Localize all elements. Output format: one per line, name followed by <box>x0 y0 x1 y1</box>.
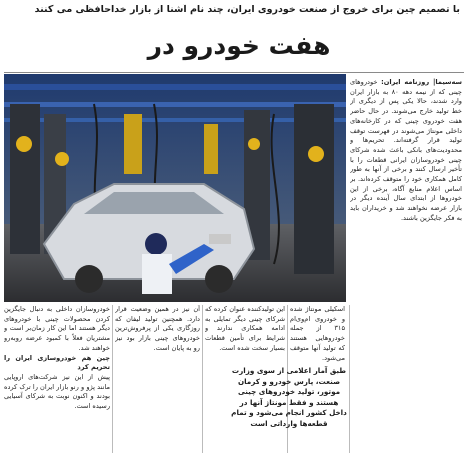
kicker-line: با تصمیم چین برای خروج از صنعت خودروی ایران، چند نام آشنا از بازار خداحافظی می کنند <box>34 4 460 15</box>
headline: هفت خودرو در <box>147 31 331 60</box>
column-2-text: این تولیدکننده عنوان کرده که شرکای چینی دیگر تمایلی به ادامه همکاری ندارند و شرایط برای تأمین قطعات بسیار سخت شده است. <box>205 305 285 352</box>
column-divider <box>349 305 350 453</box>
pull-quote: طبق آمار اعلامی از سوی وزارت صنعت، پارس خودرو و کرمان موتور، تولید خودروهای چینی هستند و فقط مونتاژ آنها در داخل کشور انجام می‌شود و تمام قطعه‌ها وارداتی است <box>231 366 347 428</box>
factory-photo <box>4 74 346 302</box>
column-3-text: آن نیز در همین وضعیت قرار دارد. همچنین تولید لیفان که روزگاری یکی از پرفروش‌ترین خودروهای چینی بازار بود نیز رو به پایان است. <box>115 305 200 352</box>
lead-label: سه‌سیما| روزنامه ایران: <box>381 78 462 86</box>
right-column-body: خودروهای چینی که از نیمه دهه ۸۰ به بازار ایران وارد شدند، حالا یکی پس از دیگری از خط تولید خارج می‌شوند. در حال حاضر هفت خودروی چینی که در کارخانه‌های داخلی مونتاژ می‌شوند در فهرست توقف تولید قرار گرفته‌اند. تحریم‌ها و محدودیت‌های بانکی باعث شده شرکای چینی خودروسازان ایرانی قطعات را با تأخیر ارسال کنند و برخی از آنها به طور کامل همکاری خود را متوقف کرده‌اند. بر اساس اعلام منابع آگاه، برخی از این خودروها از ابتدای سال آینده دیگر در بازار عرضه نخواهند شد و خریداران باید به فکر جایگزین باشند. <box>350 78 462 222</box>
column-4-text <box>4 305 110 453</box>
divider <box>4 72 464 73</box>
column-divider <box>202 305 203 453</box>
column-divider <box>112 305 113 453</box>
column-4-body: خودروسازان داخلی به دنبال جایگزین کردن محصولات چینی با خودروهای دیگر هستند اما این کار زمان‌بر است و مشتریان فعلاً با کمبود عرضه روبه‌رو خواهند شد. <box>4 305 110 352</box>
column-4-subheading: چین هم خودروسازی ایران را تحریم کرد <box>4 353 110 372</box>
right-column-text <box>350 78 462 452</box>
column-4-more: پیش از این نیز شرکت‌های اروپایی مانند پژو و رنو بازار ایران را ترک کرده بودند و اکنون نوبت به شرکای آسیایی رسیده است. <box>4 372 110 411</box>
column-1-text: اسکیلی مونتاژ شده و خودروی ام‌وی‌ام ۳۱۵ از جمله خودروهایی هستند که تولید آنها متوقف می‌شود. <box>290 305 345 362</box>
